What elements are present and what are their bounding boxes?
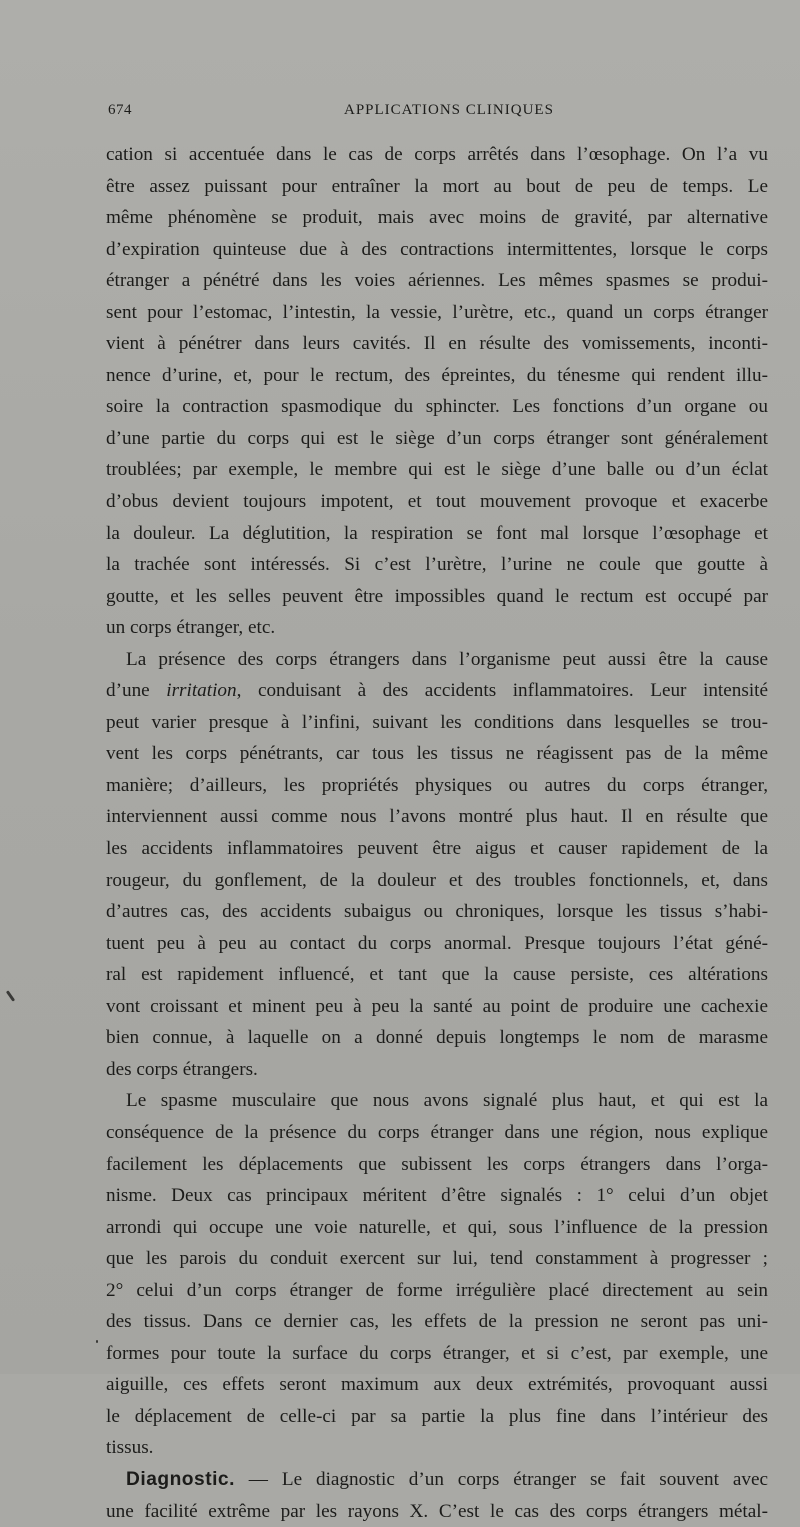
text-line: d’obus devient toujours impotent, et tout mouvement provoque et exacerbe bbox=[106, 491, 768, 513]
section-heading: Diagnostic. bbox=[126, 1468, 235, 1490]
text-line: facilement les déplacements que subissent les corps étrangers dans l’orga- bbox=[106, 1153, 768, 1175]
text-line: nence d’urine, et, pour le rectum, des épreintes, du ténesme qui rendent illu- bbox=[106, 364, 768, 386]
text-line: manière; d’ailleurs, les propriétés physiques ou autres du corps étranger, bbox=[106, 774, 768, 796]
text-line bbox=[106, 675, 768, 707]
text-line: aiguille, ces effets seront maximum aux deux extrémités, provoquant aussi bbox=[106, 1374, 768, 1396]
text-line: même phénomène se produit, mais avec moins de gravité, par alternative bbox=[106, 207, 768, 229]
text-line: nisme. Deux cas principaux méritent d’être signalés : 1° celui d’un objet bbox=[106, 1185, 768, 1207]
text-line: tissus. bbox=[106, 1437, 154, 1459]
paragraph-1 bbox=[106, 139, 768, 644]
text-line: 2° celui d’un corps étranger de forme irrégulière placé directement au sein bbox=[106, 1279, 768, 1301]
scan-speck bbox=[96, 1340, 98, 1343]
running-title: APPLICATIONS CLINIQUES bbox=[344, 102, 554, 118]
text-line: conséquence de la présence du corps étranger dans une région, nous explique bbox=[106, 1121, 768, 1143]
text-line: goutte, et les selles peuvent être impossibles quand le rectum est occupé par bbox=[106, 585, 768, 607]
text-line: sent pour l’estomac, l’intestin, la vessie, l’urètre, etc., quand un corps étranger bbox=[106, 301, 768, 323]
text-line: Le spasme musculaire que nous avons signalé plus haut, et qui est la bbox=[126, 1090, 768, 1112]
body-text bbox=[106, 139, 768, 1527]
text-line: La présence des corps étrangers dans l’organisme peut aussi être la cause bbox=[126, 648, 768, 670]
paragraph-3 bbox=[106, 1085, 768, 1464]
text-line: d’autres cas, des accidents subaigus ou chroniques, lorsque les tissus s’habi- bbox=[106, 901, 768, 923]
text-line: soire la contraction spasmodique du sphincter. Les fonctions d’un organe ou bbox=[106, 396, 768, 418]
text-line: une facilité extrême par les rayons X. C’est le cas des corps étrangers métal- bbox=[106, 1500, 768, 1522]
text-line: interviennent aussi comme nous l’avons montré plus haut. Il en résulte que bbox=[106, 806, 768, 828]
text-line: tuent peu à peu au contact du corps anormal. Presque toujours l’état géné- bbox=[106, 932, 768, 954]
italic-term: irritation bbox=[166, 680, 237, 702]
text-line: peut varier presque à l’infini, suivant les conditions dans lesquelles se trou- bbox=[106, 711, 768, 733]
text-run: d’une bbox=[106, 680, 167, 702]
page-header bbox=[108, 100, 768, 124]
scan-speck bbox=[6, 990, 15, 1002]
paragraph-4 bbox=[106, 1464, 768, 1527]
text-line: la douleur. La déglutition, la respiration se font mal lorsque l’œsophage et bbox=[106, 522, 768, 544]
text-line: cation si accentuée dans le cas de corps arrêtés dans l’œsophage. On l’a vu bbox=[106, 144, 768, 165]
text-line: ral est rapidement influencé, et tant que la cause persiste, ces altérations bbox=[106, 964, 768, 986]
text-line: d’expiration quinteuse due à des contractions intermittentes, lorsque le corps bbox=[106, 238, 768, 260]
text-line bbox=[106, 1464, 768, 1496]
text-line: bien connue, à laquelle on a donné depuis longtemps le nom de marasme bbox=[106, 1027, 768, 1049]
text-line: être assez puissant pour entraîner la mort au bout de peu de temps. Le bbox=[106, 175, 768, 197]
text-line: la trachée sont intéressés. Si c’est l’urètre, l’urine ne coule que goutte à bbox=[106, 554, 768, 576]
text-line: vent les corps pénétrants, car tous les tissus ne réagissent pas de la même bbox=[106, 743, 768, 765]
text-line: vont croissant et minent peu à peu la santé au point de produire une cachexie bbox=[106, 995, 768, 1017]
text-line: des corps étrangers. bbox=[106, 1058, 258, 1080]
text-run: — Le diagnostic d’un corps étranger se fait souvent avec bbox=[234, 1468, 768, 1490]
text-line: d’une partie du corps qui est le siège d’un corps étranger sont généralement bbox=[106, 427, 768, 449]
text-line: des tissus. Dans ce dernier cas, les effets de la pression ne seront pas uni- bbox=[106, 1311, 768, 1333]
text-run: , conduisant à des accidents inflammatoires. Leur intensité bbox=[236, 680, 768, 702]
paragraph-2 bbox=[106, 644, 768, 1086]
text-line: étranger a pénétré dans les voies aériennes. Les mêmes spasmes se produi- bbox=[106, 270, 768, 292]
text-line: troublées; par exemple, le membre qui est le siège d’une balle ou d’un éclat bbox=[106, 459, 768, 481]
page-number: 674 bbox=[108, 102, 132, 118]
text-line: arrondi qui occupe une voie naturelle, et qui, sous l’influence de la pression bbox=[106, 1216, 768, 1238]
text-line: un corps étranger, etc. bbox=[106, 617, 276, 639]
text-line: vient à pénétrer dans leurs cavités. Il en résulte des vomissements, inconti- bbox=[106, 333, 768, 355]
text-line: que les parois du conduit exercent sur lui, tend constamment à progresser ; bbox=[106, 1248, 768, 1270]
text-line: rougeur, du gonflement, de la douleur et des troubles fonctionnels, et, dans bbox=[106, 869, 768, 891]
text-line: le déplacement de celle-ci par sa partie la plus fine dans l’intérieur des bbox=[106, 1405, 768, 1427]
text-line: formes pour toute la surface du corps étranger, et si c’est, par exemple, une bbox=[106, 1342, 768, 1364]
text-line: les accidents inflammatoires peuvent être aigus et causer rapidement de la bbox=[106, 838, 768, 860]
